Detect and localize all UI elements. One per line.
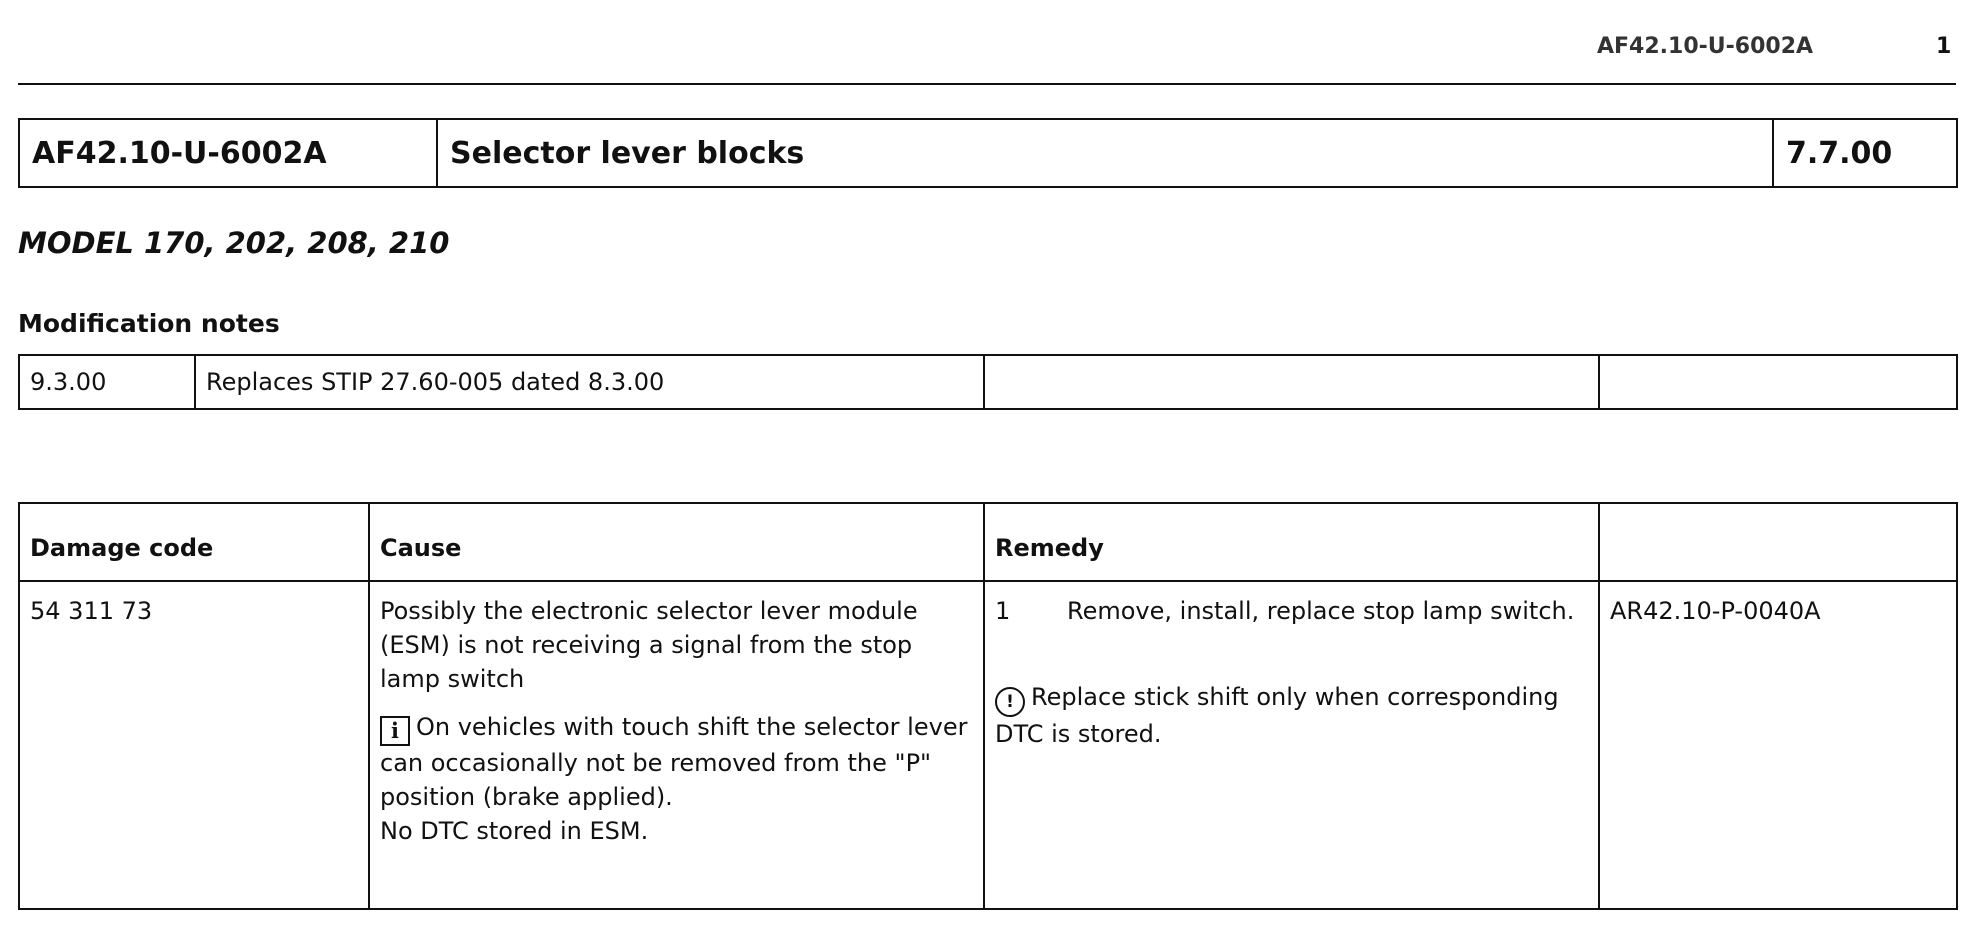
header-reference <box>1599 503 1957 581</box>
damage-code-cell: 54 311 73 <box>19 581 369 909</box>
remedy-spacer <box>995 628 1588 680</box>
remedy-note <box>995 680 1588 751</box>
modification-notes-heading: Modification notes <box>18 309 280 338</box>
remedy-cell <box>984 581 1599 909</box>
header-document-reference: AF42.10-U-6002A <box>1597 34 1814 59</box>
model-line: MODEL 170, 202, 208, 210 <box>18 226 450 260</box>
header-divider <box>18 83 1956 85</box>
info-icon: i <box>380 716 410 746</box>
page-number: 1 <box>1936 34 1952 59</box>
diagnosis-table-header <box>19 503 1957 581</box>
info-note-text: On vehicles with touch shift the selector lever can occasionally not be removed from the "P" position (brake applied). <box>380 713 968 811</box>
modification-empty-cell <box>984 355 1599 409</box>
modification-date: 9.3.00 <box>19 355 195 409</box>
warning-note-icon: ! <box>995 687 1025 717</box>
remedy-step <box>995 594 1588 628</box>
header-cause: Cause <box>369 503 984 581</box>
document-code: AF42.10-U-6002A <box>19 119 437 187</box>
cause-text: Possibly the electronic selector lever module (ESM) is not receiving a signal from the stop lamp switch <box>380 597 918 693</box>
cause-cell <box>369 581 984 909</box>
remedy-note-text: Replace stick shift only when corresponding DTC is stored. <box>995 683 1559 748</box>
table-row <box>19 581 1957 909</box>
diagnosis-table <box>18 502 1958 910</box>
header-remedy: Remedy <box>984 503 1599 581</box>
reference-cell[interactable]: AR42.10-P-0040A <box>1599 581 1957 909</box>
remedy-step-number: 1 <box>995 597 1011 625</box>
modification-empty-cell <box>1599 355 1957 409</box>
document-date: 7.7.00 <box>1773 119 1957 187</box>
title-table <box>18 118 1958 188</box>
modification-notes-table <box>18 354 1958 410</box>
header-damage-code: Damage code <box>19 503 369 581</box>
modification-row <box>19 355 1957 409</box>
modification-text: Replaces STIP 27.60-005 dated 8.3.00 <box>195 355 984 409</box>
document-title: Selector lever blocks <box>437 119 1773 187</box>
info-note-text-2: No DTC stored in ESM. <box>380 817 649 845</box>
info-note <box>380 710 973 814</box>
remedy-step-text: Remove, install, replace stop lamp switch. <box>1067 597 1575 625</box>
